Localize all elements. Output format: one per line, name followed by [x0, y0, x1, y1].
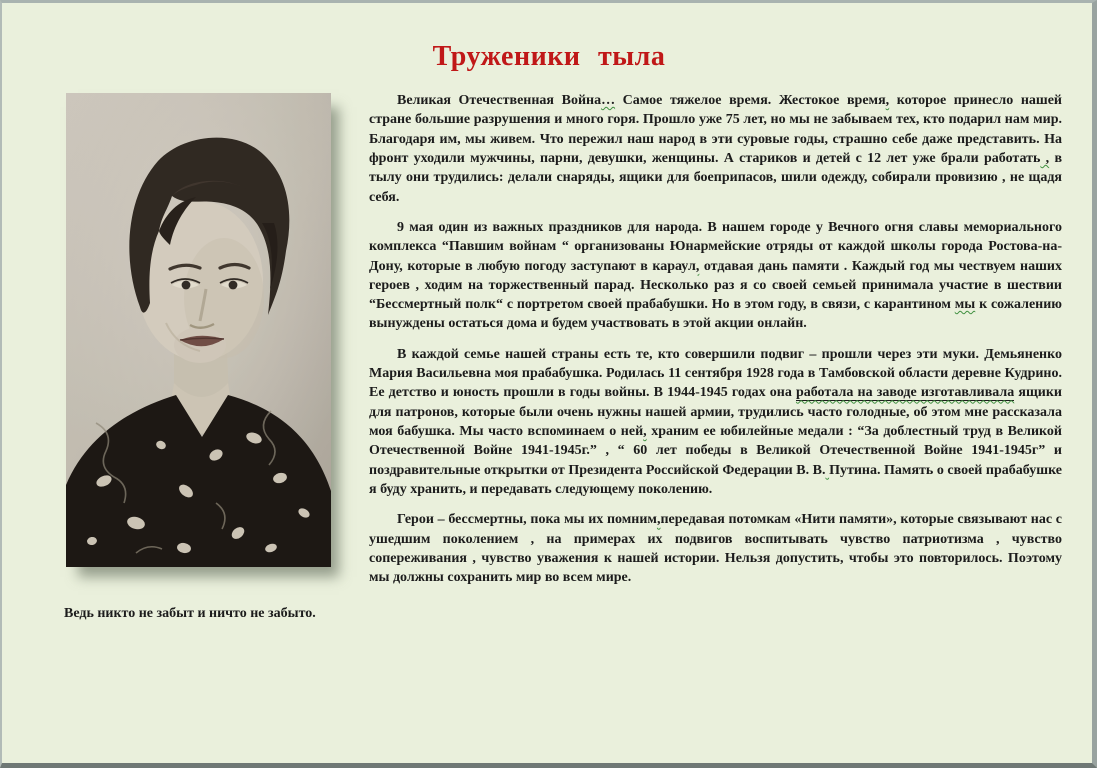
text-segment: Великая Отечественная Война: [397, 93, 602, 108]
grammar-squiggle: мы: [954, 297, 976, 313]
underlined-phrase: работала на заводе изготавливала: [795, 385, 1015, 401]
page-title: Труженики тыла: [432, 41, 666, 72]
text-segment: Ведь никто не забыт и ничто не забыто.: [64, 605, 316, 621]
essay-content: [2, 3, 1092, 623]
text-segment: Герои – бессмертны, пока мы их помним: [397, 512, 657, 528]
grammar-squiggle: ,: [885, 93, 890, 108]
text-segment: к сожалению вынуждены остаться дома и будем участвовать в этой акции онлайн.: [369, 297, 1062, 332]
grammar-squiggle: ,: [656, 512, 661, 528]
grammar-squiggle: …: [601, 93, 616, 108]
grammar-squiggle: ,: [1040, 150, 1050, 166]
portrait-photo-image: [66, 93, 331, 567]
text-segment: храним ее юбилейные медали : “За доблестный труд в Великой Отечественной Войне 1941-1945г.” , “ 60 лет победы в Великой Отечественной Войне 1941-1945г” и поздравительные открытки от Президента Российской Федерации В. В.: [369, 424, 1062, 478]
text-segment: Самое тяжелое время. Жестокое время: [615, 93, 886, 108]
closing-line: [36, 604, 1062, 623]
text-segment: 9 мая один из важных праздников для народа. В нашем городе у Вечного огня славы мемориального комплекса “Павшим войнам “ организованы Юнармейские отряды от каждой школы города Ростова-на-Дону, которые в любую погоду заступают в караул: [369, 219, 1062, 274]
portrait-photo: [66, 93, 331, 567]
text-segment: передавая потомкам «Нити памяти», которые связывают нас с ушедшим поколением , на примерах их подвигов воспитывать чувство патриотизма , чувство сопереживания , чувство уважения к нашей истории. Нельзя допустить, чтобы это повторилось. Поэтому мы должны сохранить мир во всем мире.: [369, 512, 1062, 586]
text-segment: в тылу они трудились: делали снаряды, ящики для боеприпасов, шили одежду, собирали провизию , не щадя себя.: [369, 150, 1063, 205]
text-segment: Путина. Память о своей прабабушке я буду хранить, и передавать следующему поколению.: [369, 462, 1062, 497]
grammar-squiggle: ,: [695, 258, 700, 274]
grammar-squiggle: ,: [643, 424, 647, 439]
text-segment: отдавая дань памяти . Каждый год мы чествуем наших героев , ходим на торжественный парад. Несколько раз я со своей семьей принимала участие в шествии “Бессмертный полк“ с портретом своей прабабушки. Но в этом году, в связи, с карантином: [369, 258, 1062, 313]
text-segment: В каждой семье нашей страны есть те, кто совершили подвиг – прошли через эти муки. Демьяненко Мария Васильевна моя прабабушка. Родилась 11 сентября 1928 года в Тамбовской области деревне Кудрино. Ее детство и юность прошли в годы войны. В 1944-1945 годах она: [369, 346, 1062, 401]
text-segment: ящики для патронов, которые были очень нужны нашей армии, трудились часто голодные, об этом мне рассказала моя бабушка. Мы часто вспоминаем о ней: [369, 385, 1062, 439]
text-segment: которое принесло нашей стране большие разрушения и много горя. Прошло уже 75 лет, но мы не забываем тех, кто подарил нам мир. Благодаря им, мы живем. Что пережил наш народ в эти суровые годы, страшно себе даже представить. На фронт уходили мужчины, парни, девушки, женщины. А стариков и детей с 12 лет уже брали работать: [369, 93, 1062, 166]
